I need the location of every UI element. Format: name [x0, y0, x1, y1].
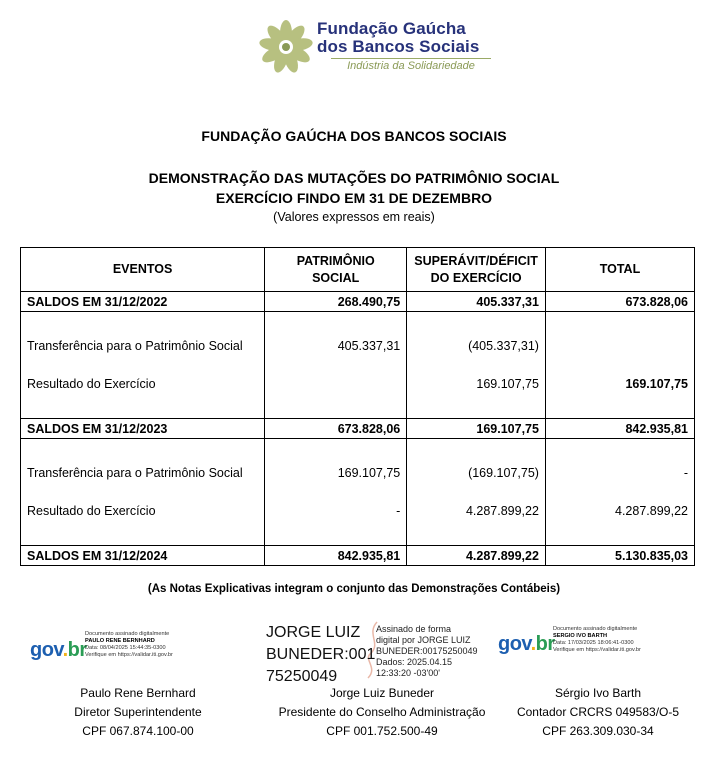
cell-superavit: (169.107,75) — [407, 454, 546, 492]
stamp-signer-name: SERGIO IVO BARTH — [553, 632, 608, 639]
row-label: SALDOS EM 31/12/2024 — [21, 546, 265, 566]
table-row — [21, 492, 695, 530]
table-row-saldo-2023 — [21, 419, 695, 439]
cell-superavit: 169.107,75 — [407, 419, 546, 439]
cell-patrimonio — [265, 365, 407, 403]
spacer-row — [21, 439, 695, 455]
signatory-cpf: CPF 001.752.500-49 — [326, 724, 438, 738]
stamp-signer-name: PAULO RENE BERNHARD — [85, 637, 155, 644]
stamp-date: Data: 08/04/2025 15:44:35-0300 — [85, 644, 166, 651]
logo-title-line2: dos Bancos Sociais — [317, 37, 480, 56]
govbr-stamp-right — [553, 626, 641, 654]
row-label: Resultado do Exercício — [21, 492, 265, 530]
govbr-logo-left: gov.br — [30, 639, 87, 661]
row-label: SALDOS EM 31/12/2023 — [21, 419, 265, 439]
equity-changes-table — [20, 247, 695, 566]
row-label: SALDOS EM 31/12/2022 — [21, 292, 265, 312]
spacer-row — [21, 530, 695, 546]
stamp-date: Data: 17/03/2025 18:06:41-0300 — [553, 639, 634, 646]
cell-total: - — [545, 454, 694, 492]
signatory-block-center — [262, 684, 502, 741]
organization-heading: FUNDAÇÃO GAÚCHA DOS BANCOS SOCIAIS — [201, 128, 507, 144]
row-label: Transferência para o Patrimônio Social — [21, 327, 265, 365]
cell-total — [545, 327, 694, 365]
cell-superavit: 4.287.899,22 — [407, 492, 546, 530]
cell-superavit: 405.337,31 — [407, 292, 546, 312]
values-note: (Valores expressos em reais) — [273, 210, 435, 224]
signatory-name: Sérgio Ivo Barth — [554, 686, 642, 700]
spacer-row — [21, 312, 695, 328]
table-row — [21, 454, 695, 492]
signatory-role: Contador CRCRS 049583/O-5 — [516, 705, 680, 719]
cell-patrimonio: - — [265, 492, 407, 530]
stamp-verify: Verifique em https://validar.iti.gov.br — [553, 646, 641, 653]
signatory-role: Diretor Superintendente — [74, 705, 202, 719]
cell-total: 673.828,06 — [545, 292, 694, 312]
govbr-logo-right: gov.br — [498, 633, 555, 655]
header-patrimonio: PATRIMÔNIO SOCIAL — [265, 248, 407, 292]
cell-patrimonio: 842.935,81 — [265, 546, 407, 566]
stamp-verify: Verifique em https://validar.iti.gov.br — [85, 651, 173, 658]
row-label: Resultado do Exercício — [21, 365, 265, 403]
cell-superavit: (405.337,31) — [407, 327, 546, 365]
header-eventos: EVENTOS — [21, 248, 265, 292]
signatory-cpf: CPF 067.874.100-00 — [82, 724, 194, 738]
table-row — [21, 365, 695, 403]
cell-patrimonio: 169.107,75 — [265, 454, 407, 492]
logo-tagline: Indústria da Solidariedade — [331, 58, 491, 72]
cell-superavit: 169.107,75 — [407, 365, 546, 403]
flower-logo-icon — [257, 16, 315, 78]
table-row-saldo-2024 — [21, 546, 695, 566]
document-subtitle: EXERCÍCIO FINDO EM 31 DE DEZEMBRO — [215, 190, 493, 206]
cell-patrimonio: 673.828,06 — [265, 419, 407, 439]
signatory-role: Presidente do Conselho Administração — [278, 705, 486, 719]
signatory-name: Jorge Luiz Buneder — [329, 686, 435, 700]
table-header-row — [21, 248, 695, 292]
foundation-logo — [257, 16, 497, 82]
cell-superavit: 4.287.899,22 — [407, 546, 546, 566]
signatory-block-right — [498, 684, 698, 741]
cell-patrimonio: 405.337,31 — [265, 327, 407, 365]
digital-signature-details: Assinado de forma digital por JORGE LUIZ BUNEDER:00175250049 Dados: 2025.04.15 12:33:20 -03'00' — [376, 624, 478, 678]
logo-title-line1: Fundação Gaúcha — [317, 19, 466, 38]
cell-total: 5.130.835,03 — [545, 546, 694, 566]
table-row — [21, 327, 695, 365]
table-row-saldo-2022 — [21, 292, 695, 312]
cell-total: 842.935,81 — [545, 419, 694, 439]
cell-patrimonio: 268.490,75 — [265, 292, 407, 312]
spacer-row — [21, 403, 695, 419]
digital-signature-name: JORGE LUIZ BUNEDER:001 75250049 — [266, 624, 376, 685]
signatory-cpf: CPF 263.309.030-34 — [542, 724, 654, 738]
header-superavit: SUPERÁVIT/DÉFICIT DO EXERCÍCIO — [407, 248, 546, 292]
explanatory-notes: (As Notas Explicativas integram o conjunto das Demonstrações Contábeis) — [147, 583, 561, 595]
stamp-line: Documento assinado digitalmente — [553, 626, 638, 632]
signatory-block-left — [38, 684, 238, 741]
cell-total: 4.287.899,22 — [545, 492, 694, 530]
row-label: Transferência para o Patrimônio Social — [21, 454, 265, 492]
govbr-stamp-left — [85, 631, 173, 659]
document-title: DEMONSTRAÇÃO DAS MUTAÇÕES DO PATRIMÔNIO SOCIAL — [148, 170, 560, 186]
signatory-name: Paulo Rene Bernhard — [80, 686, 196, 700]
stamp-line: Documento assinado digitalmente — [85, 631, 170, 637]
header-total: TOTAL — [545, 248, 694, 292]
cell-total: 169.107,75 — [545, 365, 694, 403]
